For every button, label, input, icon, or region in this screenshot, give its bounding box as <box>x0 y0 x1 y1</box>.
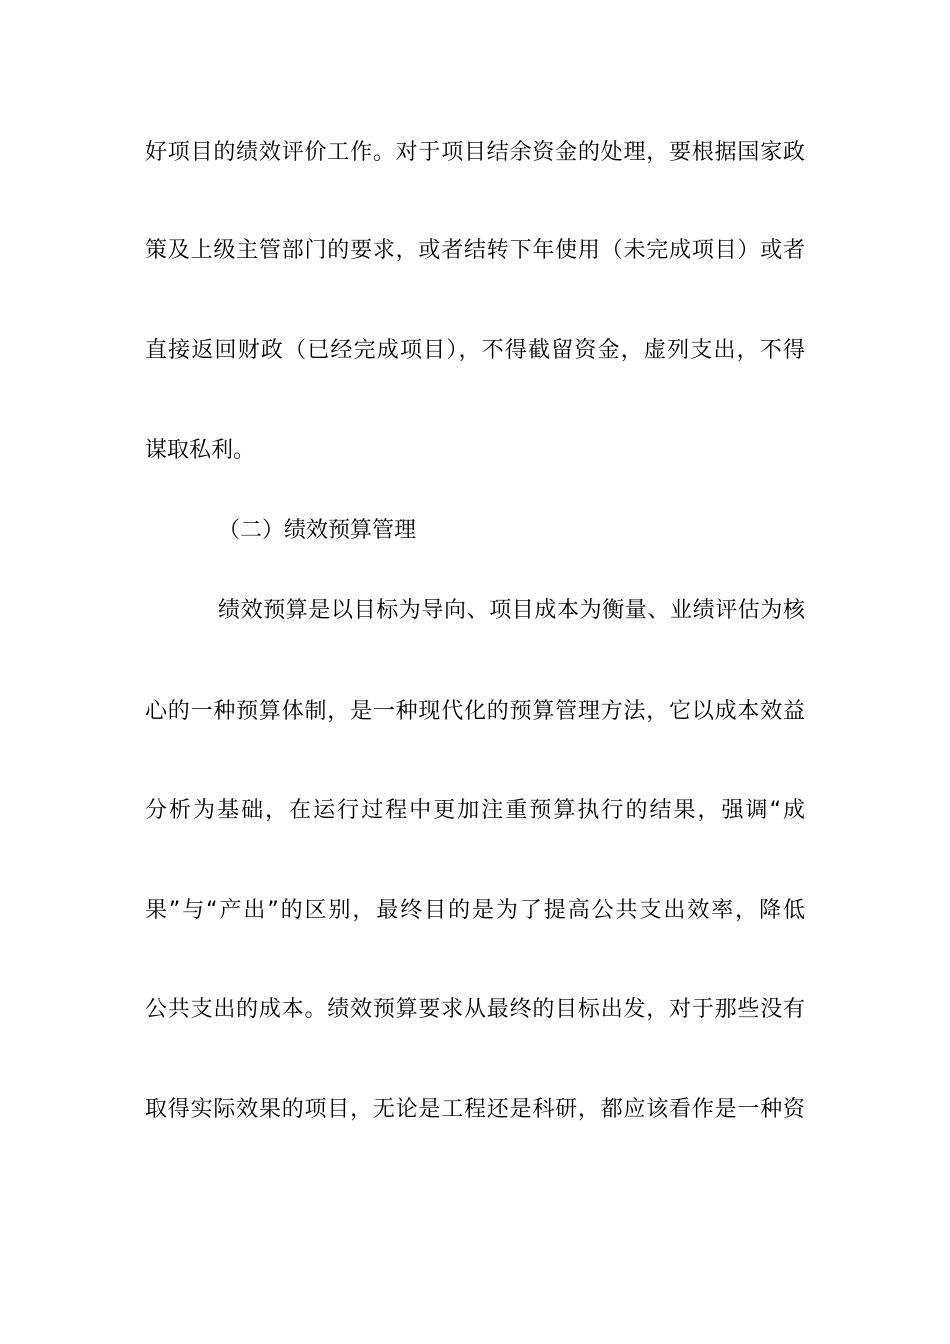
paragraph-line: 策及上级主管部门的要求，或者结转下年使用（未完成项目）或者 <box>145 238 805 263</box>
paragraph-line: 公共支出的成本。绩效预算要求从最终的目标出发，对于那些没有 <box>145 997 805 1022</box>
paragraph-line: 分析为基础，在运行过程中更加注重预算执行的结果，强调“成 <box>145 798 805 823</box>
paragraph-line: 谋取私利。 <box>145 438 256 463</box>
paragraph-line: 绩效预算是以目标为导向、项目成本为衡量、业绩评估为核 <box>218 598 805 623</box>
paragraph-line: 取得实际效果的项目，无论是工程还是科研，都应该看作是一种资 <box>145 1097 805 1122</box>
paragraph-line: 果”与“产出”的区别，最终目的是为了提高公共支出效率，降低 <box>145 898 805 923</box>
section-heading: （二）绩效预算管理 <box>218 518 417 543</box>
paragraph-line: 好项目的绩效评价工作。对于项目结余资金的处理，要根据国家政 <box>145 140 805 165</box>
paragraph-line: 直接返回财政（已经完成项目），不得截留资金，虚列支出，不得 <box>145 338 805 363</box>
paragraph-line: 心的一种预算体制，是一种现代化的预算管理方法，它以成本效益 <box>145 699 805 724</box>
